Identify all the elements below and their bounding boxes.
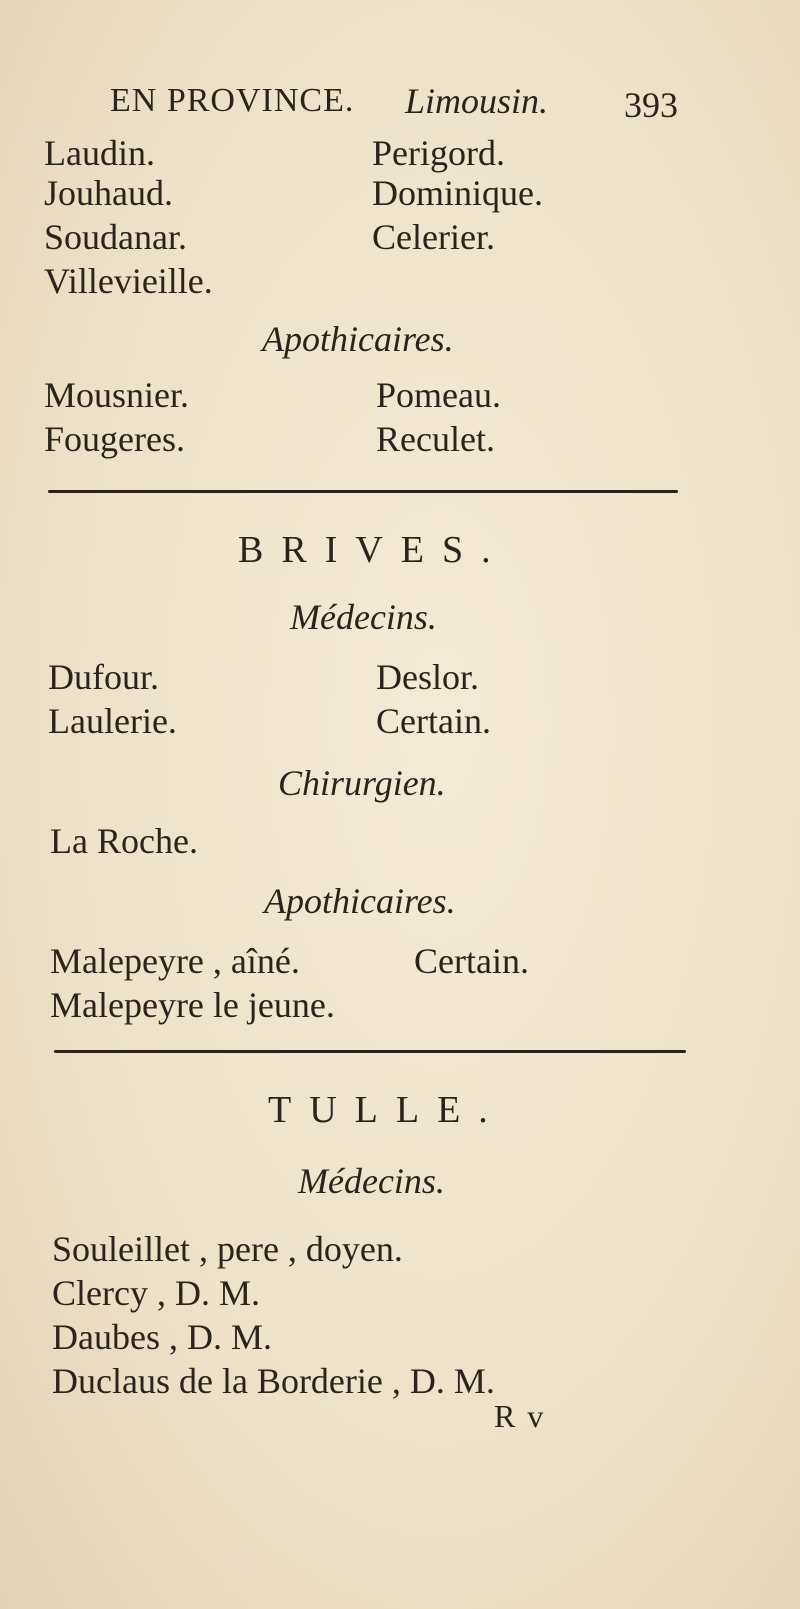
list-item: Clercy , D. M.	[52, 1273, 260, 1313]
list-item: Malepeyre le jeune.	[50, 985, 335, 1025]
list-item: Reculet.	[376, 419, 495, 459]
list-item: Villevieille.	[44, 261, 213, 301]
list-item: Jouhaud.	[44, 173, 173, 213]
list-item: La Roche.	[50, 821, 198, 861]
list-item: Daubes , D. M.	[52, 1317, 272, 1357]
list-item: Perigord.	[372, 133, 505, 173]
list-item: Malepeyre , aîné.	[50, 941, 300, 981]
list-item: Dufour.	[48, 657, 159, 697]
page-number: 393	[624, 85, 678, 125]
section-divider	[48, 490, 678, 493]
list-item: Deslor.	[376, 657, 479, 697]
signature-mark: R v	[494, 1398, 546, 1434]
list-item: Duclaus de la Borderie , D. M.	[52, 1361, 495, 1401]
city-heading-tulle: TULLE.	[268, 1089, 506, 1131]
list-item: Laudin.	[44, 133, 155, 173]
list-item: Dominique.	[372, 173, 543, 213]
section-heading-medecins: Médecins.	[290, 597, 437, 637]
list-item: Fougeres.	[44, 419, 185, 459]
section-heading-apothicaires: Apothicaires.	[262, 319, 454, 359]
list-item: Laulerie.	[48, 701, 177, 741]
section-heading-apothicaires: Apothicaires.	[264, 881, 456, 921]
running-title: EN PROVINCE.	[110, 82, 355, 119]
list-item: Soudanar.	[44, 217, 187, 257]
section-heading-medecins: Médecins.	[298, 1161, 445, 1201]
list-item: Certain.	[376, 701, 491, 741]
list-item: Mousnier.	[44, 375, 190, 415]
running-subtitle: Limousin.	[405, 81, 549, 121]
city-heading-brives: BRIVES.	[238, 529, 509, 571]
list-item: Souleillet , pere , doyen.	[52, 1229, 403, 1269]
list-item: Certain.	[414, 941, 529, 981]
section-divider	[54, 1050, 686, 1053]
list-item: Pomeau.	[376, 375, 501, 415]
list-item: Celerier.	[372, 217, 495, 257]
section-heading-chirurgien: Chirurgien.	[278, 763, 446, 803]
